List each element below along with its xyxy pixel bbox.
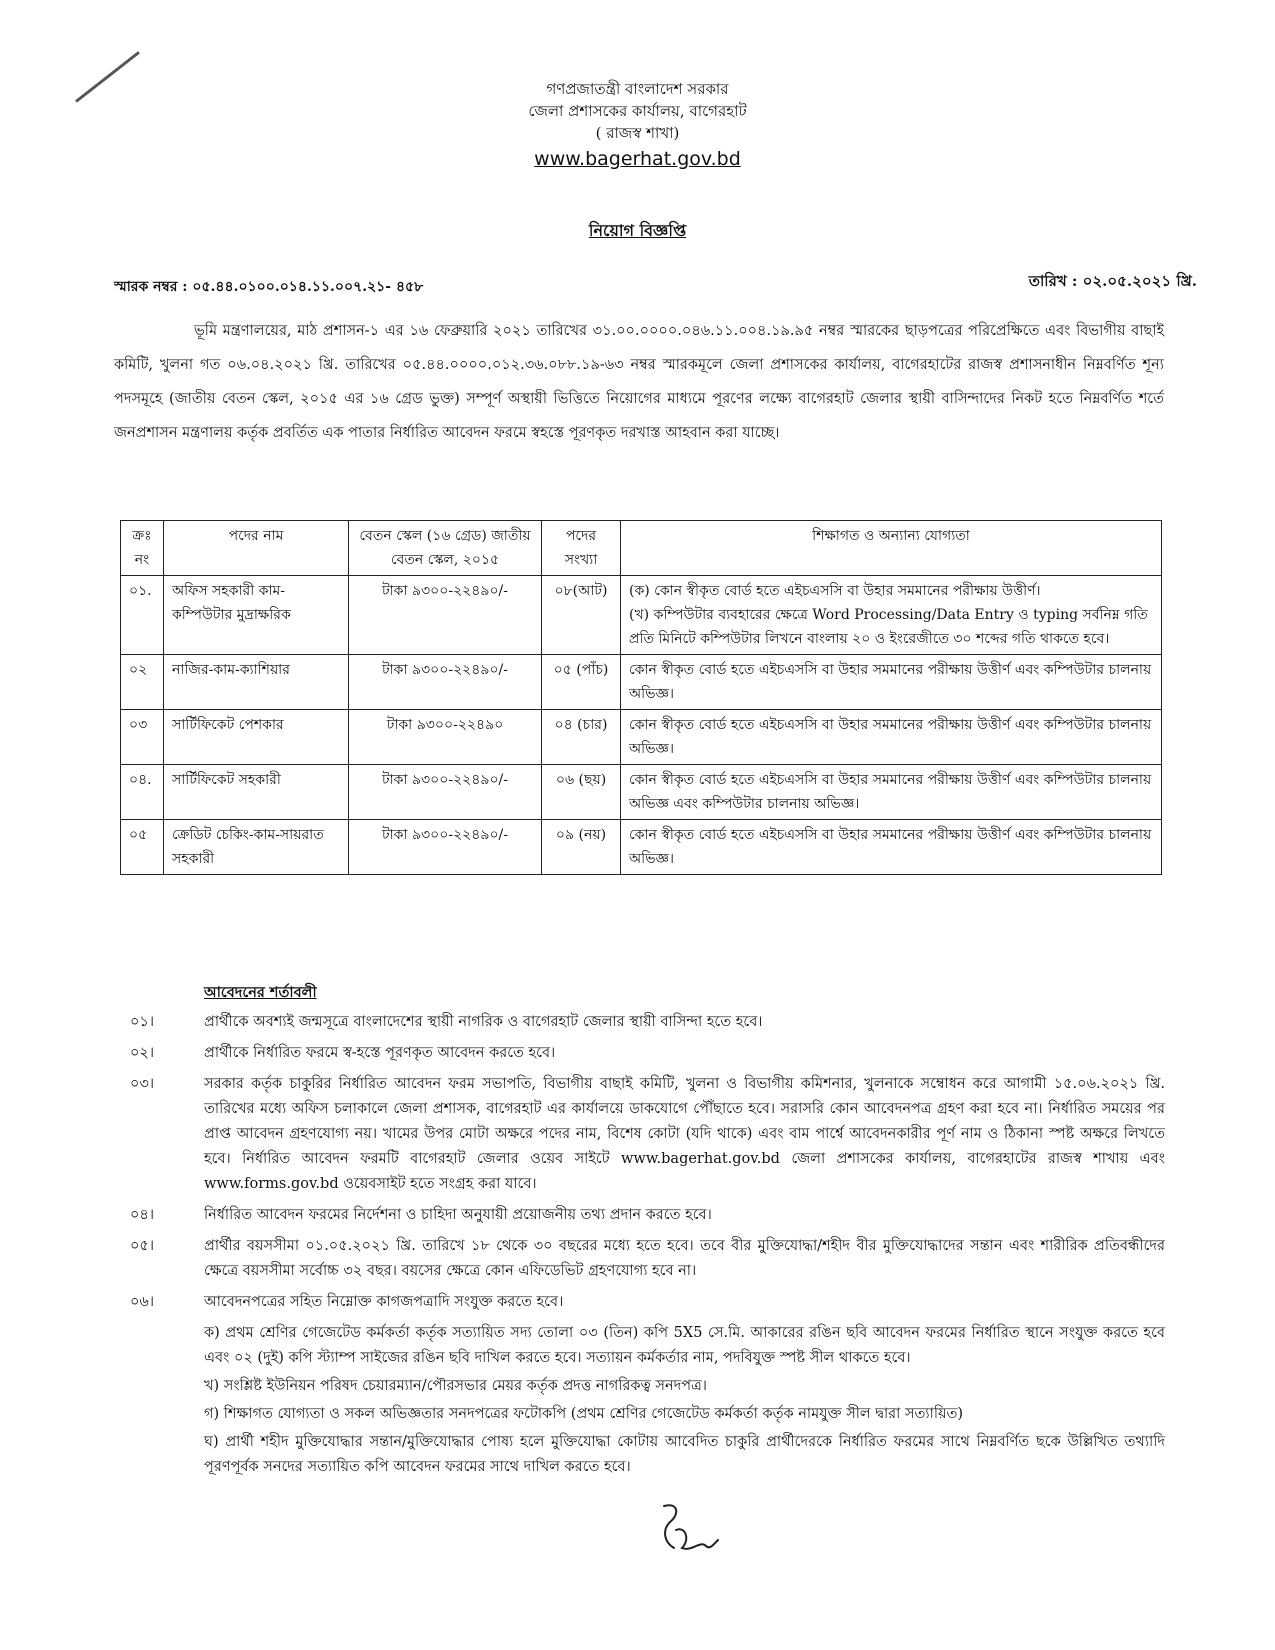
condition-number: ০৪। (130, 1207, 155, 1223)
table-row (121, 765, 1162, 820)
condition-text: প্রার্থীর বয়সসীমা ০১.০৫.২০২১ খ্রি. তারিখে ১৮ থেকে ৩০ বছরের মধ্যে হতে হবে। তবে বীর মুক্তিযোদ্ধা/শহীদ বীর মুক্তিযোদ্ধাদের সন্তান এবং শারীরিক প্রতিবন্ধীদের ক্ষেত্রে বয়সসীমা সর্বোচ্চ ৩২ বছর। বয়সের ক্ষেত্রে কোন এফিডেভিট গ্রহণযোগ্য হবে না। (204, 1238, 1165, 1279)
condition-item (130, 1072, 1165, 1197)
condition-text: প্রার্থীকে অবশ্যই জন্মসূত্রে বাংলাদেশের স্থায়ী নাগরিক ও বাগেরহাট জেলার স্থায়ী বাসিন্দা হতে হবে। (204, 1014, 763, 1030)
govt-name: গণপ্রজাতন্ত্রী বাংলাদেশ সরকার (546, 80, 729, 98)
cell-pay-scale: টাকা ৯৩০০-২২৪৯০/- (349, 655, 542, 710)
cell-post: অফিস সহকারী কাম-কম্পিউটার মুদ্রাক্ষরিক (164, 576, 349, 655)
table-row (121, 710, 1162, 765)
condition-item (130, 1290, 1165, 1315)
condition-number: ০৫। (130, 1238, 155, 1254)
cell-serial: ০৫ (121, 820, 164, 875)
conditions-title: আবেদনের শর্তাবলী (204, 984, 317, 1001)
table-row (121, 655, 1162, 710)
table-row (121, 820, 1162, 875)
application-conditions (130, 982, 1165, 1483)
condition-number: ০২। (130, 1045, 155, 1061)
header-post: পদের নাম (164, 521, 349, 576)
notice-title: নিয়োগ বিজ্ঞপ্তি (588, 221, 687, 240)
website-link[interactable]: www.bagerhat.gov.bd (534, 148, 741, 170)
cell-qualification (621, 576, 1162, 655)
cell-post: সার্টিফিকেট সহকারী (164, 765, 349, 820)
handwritten-signature (656, 1500, 726, 1560)
cell-post-count: ০৯ (নয়) (542, 820, 621, 875)
cell-post: নাজির-কাম-ক্যাশিয়ার (164, 655, 349, 710)
cell-pay-scale: টাকা ৯৩০০-২২৪৯০/- (349, 765, 542, 820)
cell-qualification: কোন স্বীকৃত বোর্ড হতে এইচএসসি বা উহার সমমানের পরীক্ষায় উত্তীর্ণ এবং কম্পিউটার চালনায় অভিজ্ঞ। (621, 820, 1162, 875)
condition-number: ০৩। (130, 1076, 155, 1092)
document-requirement: খ) সংশ্লিষ্ট ইউনিয়ন পরিষদ চেয়ারম্যান/পৌরসভার মেয়র কর্তৃক প্রদত্ত নাগরিকত্ব সনদপত্র। (204, 1378, 707, 1394)
condition-item (130, 1234, 1165, 1284)
cell-pay-scale: টাকা ৯৩০০-২২৪৯০/- (349, 576, 542, 655)
condition-number: ০১। (130, 1014, 155, 1030)
posts-table (120, 520, 1162, 875)
qualification-a: (ক) কোন স্বীকৃত বোর্ড হতে এইচএসসি বা উহার সমমানের পরীক্ষায় উত্তীর্ণ। (629, 583, 1041, 599)
notice-date: তারিখ : ০২.০৫.২০২১ খ্রি. (1028, 272, 1197, 290)
cell-serial: ০৩ (121, 710, 164, 765)
cell-qualification: কোন স্বীকৃত বোর্ড হতে এইচএসসি বা উহার সমমানের পরীক্ষায় উত্তীর্ণ এবং কম্পিউটার চালনায় অভিজ্ঞ। (621, 655, 1162, 710)
header-qualification: শিক্ষাগত ও অন্যান্য যোগ্যতা (621, 521, 1162, 576)
qualification-b: (খ) কম্পিউটার ব্যবহারের ক্ষেত্রে Word Processing/Data Entry ও typing সর্বনিম্ন গতি প্রতি মিনিটে কম্পিউটার লিখনে বাংলায় ২০ ও ইংরেজীতে ৩০ শব্দের গতি থাকতে হবে। (629, 607, 1148, 647)
condition-number: ০৬। (130, 1294, 155, 1310)
letterhead (0, 78, 1275, 170)
condition-item (130, 1203, 1165, 1228)
cell-qualification: কোন স্বীকৃত বোর্ড হতে এইচএসসি বা উহার সমমানের পরীক্ষায় উত্তীর্ণ এবং কম্পিউটার চালনায় অভিজ্ঞ এবং কম্পিউটার চালনায় অভিজ্ঞ। (621, 765, 1162, 820)
condition-item (130, 1041, 1165, 1066)
cell-serial: ০৪. (121, 765, 164, 820)
cell-post-count: ০৬ (ছয়) (542, 765, 621, 820)
cell-post: ক্রেডিট চেকিং-কাম-সায়রাত সহকারী (164, 820, 349, 875)
branch-name: ( রাজস্ব শাখা) (595, 124, 680, 142)
memo-number: স্মারক নম্বর : ০৫.৪৪.০১০০.০১৪.১১.০০৭.২১- ৪৫৮ (114, 279, 424, 295)
header-pay-scale: বেতন স্কেল (১৬ গ্রেড) জাতীয় বেতন স্কেল, ২০১৫ (349, 521, 542, 576)
condition-text: আবেদনপত্রের সহিত নিম্নোক্ত কাগজপত্রাদি সংযুক্ত করতে হবে। (204, 1294, 564, 1310)
condition-text: প্রার্থীকে নির্ধারিত ফরমে স্ব-হস্তে পূরণকৃত আবেদন করতে হবে। (204, 1045, 556, 1061)
condition-text: নির্ধারিত আবেদন ফরমের নির্দেশনা ও চাহিদা অনুযায়ী প্রয়োজনীয় তথ্য প্রদান করতে হবে। (204, 1207, 712, 1223)
table-row (121, 576, 1162, 655)
header-post-count: পদের সংখ্যা (542, 521, 621, 576)
document-requirement: ঘ) প্রার্থী শহীদ মুক্তিযোদ্ধার সন্তান/মুক্তিযোদ্ধার পোষ্য হলে মুক্তিযোদ্ধা কোটায় আবেদিত চাকুরি প্রার্থীদেরকে নির্ধারিত ফরমের সাথে নিম্নবর্ণিত ছকে উল্লিখিত তথ্যাদি পূরণপূর্বক সনদের সত্যায়িত কপি আবেদন ফরমের সাথে দাখিল করতে হবে। (204, 1434, 1165, 1475)
cell-qualification: কোন স্বীকৃত বোর্ড হতে এইচএসসি বা উহার সমমানের পরীক্ষায় উত্তীর্ণ এবং কম্পিউটার চালনায় অভিজ্ঞ। (621, 710, 1162, 765)
cell-serial: ০১. (121, 576, 164, 655)
condition-item (130, 1010, 1165, 1035)
cell-post: সার্টিফিকেট পেশকার (164, 710, 349, 765)
document-requirement: ক) প্রথম শ্রেণির গেজেটেড কর্মকর্তা কর্তৃক সত্যায়িত সদ্য তোলা ০৩ (তিন) কপি 5X5 সে.মি. আকারের রঙিন ছবি আবেদন ফরমের নির্ধারিত স্থানে সংযুক্ত করতে হবে এবং ০২ (দুই) কপি স্ট্যাম্প সাইজের রঙিন ছবি দাখিল করতে হবে। সত্যায়ন কর্মকর্তার নাম, পদবিযুক্ত স্পষ্ট সীল থাকতে হবে। (204, 1325, 1165, 1366)
document-requirement: গ) শিক্ষাগত যোগ্যতা ও সকল অভিজ্ঞতার সনদপত্রের ফটোকপি (প্রথম শ্রেণির গেজেটেড কর্মকর্তা কর্তৃক নামযুক্ত সীল দ্বারা সত্যায়িত) (204, 1406, 964, 1422)
header-serial: ক্রঃ নং (121, 521, 164, 576)
office-name: জেলা প্রশাসকের কার্যালয়, বাগেরহাট (528, 102, 747, 120)
cell-post-count: ০৮(আট) (542, 576, 621, 655)
intro-paragraph: ভূমি মন্ত্রণালয়ের, মাঠ প্রশাসন-১ এর ১৬ ফেব্রুয়ারি ২০২১ তারিখের ৩১.০০.০০০০.০৪৬.১১.০০৪.১৯.৯৫ নম্বর স্মারকের ছাড়পত্রের পরিপ্রেক্ষিতে এবং বিভাগীয় বাছাই কমিটি, খুলনা গত ০৬.০৪.২০২১ খ্রি. তারিখের ০৫.৪৪.০০০০.০১২.৩৬.০৮৮.১৯-৬৩ নম্বর স্মারকমূলে জেলা প্রশাসকের কার্যালয়, বাগেরহাটের রাজস্ব প্রশাসনাধীন নিম্নবর্ণিত শূন্য পদসমূহে (জাতীয় বেতন স্কেল, ২০১৫ এর ১৬ গ্রেড ভুক্ত) সম্পূর্ণ অস্থায়ী ভিত্তিতে নিয়োগের মাধ্যমে পূরণের লক্ষ্যে বাগেরহাট জেলার স্থায়ী বাসিন্দাদের নিকট হতে নিম্নবর্ণিত শর্তে জনপ্রশাসন মন্ত্রণালয় কর্তৃক প্রবর্তিত এক পাতার নির্ধারিত আবেদন ফরমে স্বহস্তে পূরণকৃত দরখাস্ত আহবান করা যাচ্ছে। (114, 323, 1164, 441)
cell-post-count: ০৪ (চার) (542, 710, 621, 765)
table-header-row (121, 521, 1162, 576)
cell-pay-scale: টাকা ৯৩০০-২২৪৯০ (349, 710, 542, 765)
cell-pay-scale: টাকা ৯৩০০-২২৪৯০/- (349, 820, 542, 875)
cell-post-count: ০৫ (পাঁচ) (542, 655, 621, 710)
condition-text: সরকার কর্তৃক চাকুরির নির্ধারিত আবেদন ফরম সভাপতি, বিভাগীয় বাছাই কমিটি, খুলনা ও বিভাগীয় কমিশনার, খুলনাকে সম্বোধন করে আগামী ১৫.০৬.২০২১ খ্রি. তারিখের মধ্যে অফিস চলাকালে জেলা প্রশাসক, বাগেরহাট এর কার্যালয়ে ডাকযোগে পৌঁছাতে হবে। সরাসরি কোন আবেদনপত্র গ্রহণ করা হবে না। নির্ধারিত সময়ের পর প্রাপ্ত আবেদন গ্রহণযোগ্য নয়। খামের উপর মোটা অক্ষরে পদের নাম, বিশেষ কোটা (যদি থাকে) এবং বাম পার্শ্বে আবেদনকারীর পূর্ণ নাম ও ঠিকানা স্পষ্ট অক্ষরে লিখতে হবে। নির্ধারিত আবেদন ফরমটি বাগেরহাট জেলার ওয়েব সাইটে www.bagerhat.gov.bd জেলা প্রশাসকের কার্যালয়, বাগেরহাটের রাজস্ব শাখায় এবং www.forms.gov.bd ওয়েবসাইট হতে সংগ্রহ করা যাবে। (204, 1076, 1165, 1192)
cell-serial: ০২ (121, 655, 164, 710)
